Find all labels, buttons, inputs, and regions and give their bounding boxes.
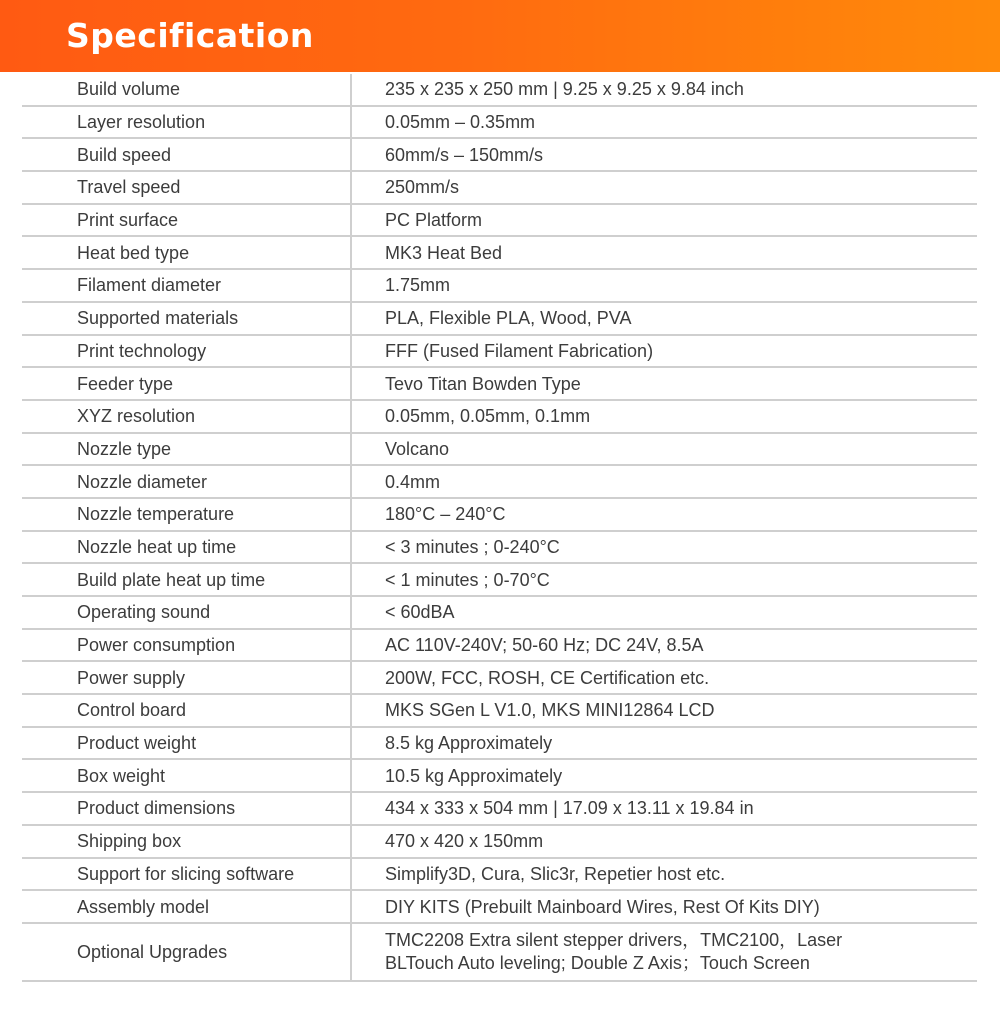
spec-label: Print surface (22, 204, 351, 237)
spec-value: FFF (Fused Filament Fabrication) (351, 335, 977, 368)
spec-value: 250mm/s (351, 171, 977, 204)
table-row (22, 596, 977, 629)
page-title: Specification (66, 16, 314, 55)
table-row (22, 335, 977, 368)
table-row (22, 629, 977, 662)
spec-value: MK3 Heat Bed (351, 236, 977, 269)
table-row (22, 531, 977, 564)
table-row (22, 563, 977, 596)
specification-table-body (22, 74, 977, 981)
spec-value: PC Platform (351, 204, 977, 237)
spec-value: Volcano (351, 433, 977, 466)
table-row (22, 74, 977, 106)
table-row (22, 890, 977, 923)
spec-value-line: BLTouch Auto leveling; Double Z Axis；Touch Screen (385, 952, 810, 973)
table-row (22, 302, 977, 335)
table-row (22, 792, 977, 825)
table-row (22, 204, 977, 237)
spec-label: Box weight (22, 759, 351, 792)
spec-value: 0.4mm (351, 465, 977, 498)
spec-value-line: TMC2208 Extra silent stepper drivers，TMC2100，Laser (385, 929, 843, 950)
spec-value: 434 x 333 x 504 mm | 17.09 x 13.11 x 19.84 in (351, 792, 977, 825)
table-row (22, 825, 977, 858)
table-row (22, 138, 977, 171)
spec-label: Support for slicing software (22, 858, 351, 891)
spec-value: PLA, Flexible PLA, Wood, PVA (351, 302, 977, 335)
spec-label: Optional Upgrades (22, 923, 351, 981)
spec-label: Operating sound (22, 596, 351, 629)
spec-value: < 60dBA (351, 596, 977, 629)
spec-label: Nozzle heat up time (22, 531, 351, 564)
spec-value: Tevo Titan Bowden Type (351, 367, 977, 400)
spec-value: 200W, FCC, ROSH, CE Certification etc. (351, 661, 977, 694)
spec-label: Build speed (22, 138, 351, 171)
spec-label: Nozzle type (22, 433, 351, 466)
spec-label: Product dimensions (22, 792, 351, 825)
spec-value: < 1 minutes ; 0-70°C (351, 563, 977, 596)
spec-label: Heat bed type (22, 236, 351, 269)
table-row (22, 400, 977, 433)
spec-label: Filament diameter (22, 269, 351, 302)
spec-label: Supported materials (22, 302, 351, 335)
spec-value: 60mm/s – 150mm/s (351, 138, 977, 171)
spec-value: 0.05mm, 0.05mm, 0.1mm (351, 400, 977, 433)
spec-value: 10.5 kg Approximately (351, 759, 977, 792)
spec-label: Print technology (22, 335, 351, 368)
spec-label: Power supply (22, 661, 351, 694)
table-row (22, 367, 977, 400)
table-row (22, 858, 977, 891)
spec-label: Feeder type (22, 367, 351, 400)
spec-label: Power consumption (22, 629, 351, 662)
specification-table (22, 74, 977, 982)
table-row (22, 171, 977, 204)
table-row (22, 465, 977, 498)
table-row (22, 236, 977, 269)
spec-label: Nozzle diameter (22, 465, 351, 498)
spec-value (351, 923, 977, 981)
table-row (22, 433, 977, 466)
spec-value: DIY KITS (Prebuilt Mainboard Wires, Rest Of Kits DIY) (351, 890, 977, 923)
table-row (22, 498, 977, 531)
spec-value: 235 x 235 x 250 mm | 9.25 x 9.25 x 9.84 inch (351, 74, 977, 106)
header-banner (0, 0, 1000, 72)
table-row (22, 661, 977, 694)
spec-label: Build plate heat up time (22, 563, 351, 596)
spec-value: 470 x 420 x 150mm (351, 825, 977, 858)
spec-label: Build volume (22, 74, 351, 106)
spec-label: Travel speed (22, 171, 351, 204)
spec-label: Shipping box (22, 825, 351, 858)
spec-value: AC 110V-240V; 50-60 Hz; DC 24V, 8.5A (351, 629, 977, 662)
table-row (22, 106, 977, 139)
table-row (22, 727, 977, 760)
spec-label: Layer resolution (22, 106, 351, 139)
spec-label: Nozzle temperature (22, 498, 351, 531)
spec-value: Simplify3D, Cura, Slic3r, Repetier host etc. (351, 858, 977, 891)
table-row (22, 269, 977, 302)
spec-label: Control board (22, 694, 351, 727)
spec-label: XYZ resolution (22, 400, 351, 433)
spec-value: 180°C – 240°C (351, 498, 977, 531)
table-row (22, 694, 977, 727)
spec-value: 0.05mm – 0.35mm (351, 106, 977, 139)
spec-label: Product weight (22, 727, 351, 760)
table-row (22, 759, 977, 792)
spec-value: MKS SGen L V1.0, MKS MINI12864 LCD (351, 694, 977, 727)
spec-value: < 3 minutes ; 0-240°C (351, 531, 977, 564)
spec-value: 1.75mm (351, 269, 977, 302)
table-row-optional-upgrades (22, 923, 977, 981)
spec-value: 8.5 kg Approximately (351, 727, 977, 760)
spec-label: Assembly model (22, 890, 351, 923)
